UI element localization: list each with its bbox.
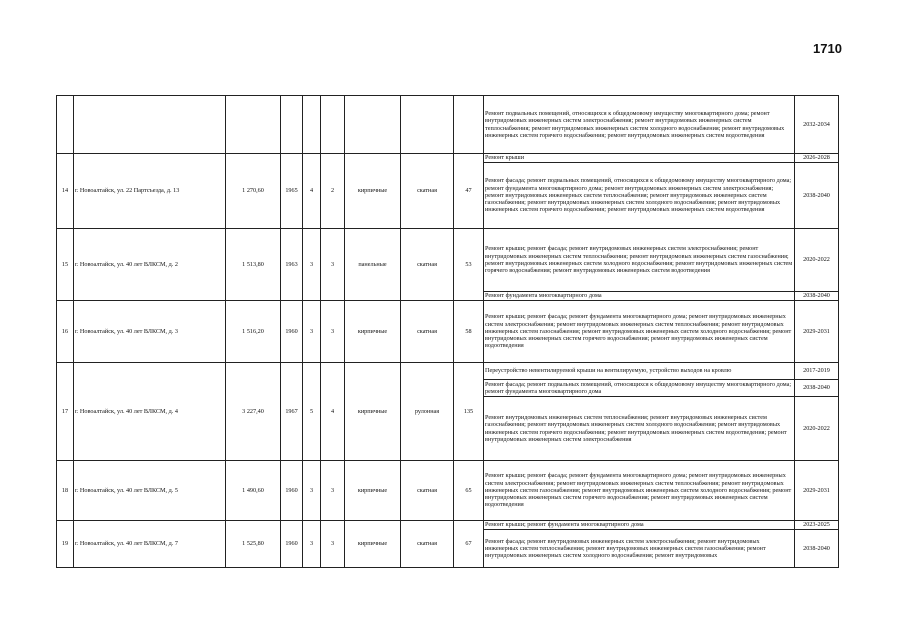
work-description: Ремонт подвальных помещений, относящихся к общедомовому имуществу многоквартирного дома; ремонт внутридомовых инженерных систем электроснабжения; ремонт внутридомовых инженерных систем теплоснабжения; ремонт внутридомовых инженерных систем холодного водоснабжения; ремонт внутридомовых инженерных систем горячего водоснабжения; ремонт внутридомовых инженерных систем водоотведения [484, 96, 795, 154]
entrance-count: 3 [321, 461, 345, 521]
work-period: 2020-2022 [795, 397, 839, 461]
roof-type: рулонная [401, 363, 454, 461]
table-row [57, 301, 839, 363]
work-period: 2038-2040 [795, 380, 839, 397]
work-description: Ремонт крыши [484, 154, 795, 163]
work-description: Ремонт крыши; ремонт фундамента многоквартирного дома [484, 521, 795, 530]
table-row [57, 461, 839, 521]
wall-material: кирпичные [345, 363, 401, 461]
work-description: Ремонт крыши; ремонт фасада; ремонт фундамента многоквартирного дома; ремонт внутридомовых инженерных систем электроснабжения; ремонт внутридомовых инженерных систем теплоснабжения; ремонт внутридомовых инженерных систем газоснабжения; ремонт внутридомовых инженерных систем холодного водоснабжения; ремонт внутридомовых инженерных систем горячего водоснабжения; ремонт внутридомовых инженерных систем водоотведения [484, 461, 795, 521]
apartment-count: 65 [454, 461, 484, 521]
entrance-count: 2 [321, 154, 345, 229]
work-description: Ремонт крыши; ремонт фасада; ремонт фундамента многоквартирного дома; ремонт внутридомовых инженерных систем электроснабжения; ремонт внутридомовых инженерных систем теплоснабжения; ремонт внутридомовых инженерных систем газоснабжения; ремонт внутридомовых инженерных систем холодного водоснабжения; ремонт внутридомовых инженерных систем горячего водоснабжения; ремонт внутридомовых инженерных систем водоотведения [484, 301, 795, 363]
roof-type: скатная [401, 301, 454, 363]
wall-material [345, 96, 401, 154]
work-description: Ремонт фасада; ремонт внутридомовых инженерных систем электроснабжения; ремонт внутридомовых инженерных систем теплоснабжения; ремонт внутридомовых инженерных систем газоснабжения; ремонт внутридомовых инженерных систем холодного водоснабжения; ремонт внутридомовых [484, 530, 795, 568]
total-area [226, 96, 281, 154]
work-description: Ремонт фундамента многоквартирного дома [484, 292, 795, 301]
work-period: 2026-2028 [795, 154, 839, 163]
work-period: 2029-2031 [795, 461, 839, 521]
total-area: 1 270,60 [226, 154, 281, 229]
wall-material: панельные [345, 229, 401, 301]
roof-type: скатная [401, 154, 454, 229]
wall-material: кирпичные [345, 154, 401, 229]
wall-material: кирпичные [345, 301, 401, 363]
total-area: 1 516,20 [226, 301, 281, 363]
work-description: Переустройство невентилируемой крыши на вентилируемую, устройство выходов на кровлю [484, 363, 795, 380]
build-year: 1960 [281, 521, 303, 568]
build-year: 1965 [281, 154, 303, 229]
house-address: г. Новоалтайск, ул. 40 лет ВЛКСМ, д. 3 [74, 301, 226, 363]
repair-schedule-table [56, 95, 839, 568]
apartment-count: 53 [454, 229, 484, 301]
row-number: 18 [57, 461, 74, 521]
house-address: г. Новоалтайск, ул. 40 лет ВЛКСМ, д. 4 [74, 363, 226, 461]
house-address: г. Новоалтайск, ул. 40 лет ВЛКСМ, д. 7 [74, 521, 226, 568]
table-row [57, 154, 839, 163]
entrance-count [321, 96, 345, 154]
work-period: 2038-2040 [795, 292, 839, 301]
apartment-count [454, 96, 484, 154]
work-period: 2038-2040 [795, 163, 839, 229]
floor-count: 5 [303, 363, 321, 461]
floor-count: 3 [303, 229, 321, 301]
work-period: 2023-2025 [795, 521, 839, 530]
row-number: 17 [57, 363, 74, 461]
entrance-count: 4 [321, 363, 345, 461]
entrance-count: 3 [321, 521, 345, 568]
work-description: Ремонт фасада; ремонт подвальных помещений, относящихся к общедомовому имуществу многоквартирного дома; ремонт фундамента многоквартирного дома [484, 380, 795, 397]
work-description: Ремонт внутридомовых инженерных систем теплоснабжения; ремонт внутридомовых инженерных систем газоснабжения; ремонт внутридомовых инженерных систем холодного водоснабжения; ремонт внутридомовых инженерных систем горячего водоснабжения; ремонт внутридомовых инженерных систем водоотведения; ремонт внутридомовых инженерных систем электроснабжения [484, 397, 795, 461]
work-description: Ремонт крыши; ремонт фасада; ремонт внутридомовых инженерных систем электроснабжения; ремонт внутридомовых инженерных систем теплоснабжения; ремонт внутридомовых инженерных систем газоснабжения; ремонт внутридомовых инженерных систем холодного водоснабжения; ремонт внутридомовых инженерных систем горячего водоснабжения; ремонт внутридомовых инженерных систем водоотведения [484, 229, 795, 292]
build-year [281, 96, 303, 154]
house-address: г. Новоалтайск, ул. 22 Партсъезда, д. 13 [74, 154, 226, 229]
entrance-count: 3 [321, 229, 345, 301]
table-row [57, 229, 839, 292]
row-number [57, 96, 74, 154]
total-area: 3 227,40 [226, 363, 281, 461]
work-period: 2032-2034 [795, 96, 839, 154]
work-period: 2020-2022 [795, 229, 839, 292]
floor-count: 3 [303, 301, 321, 363]
work-period: 2038-2040 [795, 530, 839, 568]
apartment-count: 58 [454, 301, 484, 363]
total-area: 1 490,60 [226, 461, 281, 521]
house-address: г. Новоалтайск, ул. 40 лет ВЛКСМ, д. 5 [74, 461, 226, 521]
table-row [57, 521, 839, 530]
build-year: 1967 [281, 363, 303, 461]
wall-material: кирпичные [345, 521, 401, 568]
house-address: г. Новоалтайск, ул. 40 лет ВЛКСМ, д. 2 [74, 229, 226, 301]
build-year: 1960 [281, 461, 303, 521]
entrance-count: 3 [321, 301, 345, 363]
apartment-count: 47 [454, 154, 484, 229]
work-period: 2029-2031 [795, 301, 839, 363]
row-number: 15 [57, 229, 74, 301]
floor-count: 4 [303, 154, 321, 229]
row-number: 14 [57, 154, 74, 229]
apartment-count: 135 [454, 363, 484, 461]
build-year: 1963 [281, 229, 303, 301]
floor-count: 3 [303, 461, 321, 521]
apartment-count: 67 [454, 521, 484, 568]
wall-material: кирпичные [345, 461, 401, 521]
row-number: 16 [57, 301, 74, 363]
floor-count [303, 96, 321, 154]
work-period: 2017-2019 [795, 363, 839, 380]
table-row [57, 96, 839, 154]
row-number: 19 [57, 521, 74, 568]
roof-type: скатная [401, 229, 454, 301]
page-number: 1710 [813, 41, 842, 56]
work-description: Ремонт фасада; ремонт подвальных помещений, относящихся к общедомовому имуществу многоквартирного дома; ремонт фундамента многоквартирного дома; ремонт внутридомовых инженерных систем электроснабжения; ремонт внутридомовых инженерных систем теплоснабжения; ремонт внутридомовых инженерных систем газоснабжения; ремонт внутридомовых инженерных систем холодного водоснабжения; ремонт внутридомовых инженерных систем горячего водоснабжения; ремонт внутридомовых инженерных систем водоотведения [484, 163, 795, 229]
build-year: 1960 [281, 301, 303, 363]
house-address [74, 96, 226, 154]
roof-type: скатная [401, 521, 454, 568]
roof-type: скатная [401, 461, 454, 521]
floor-count: 3 [303, 521, 321, 568]
total-area: 1 513,80 [226, 229, 281, 301]
roof-type [401, 96, 454, 154]
table-row [57, 363, 839, 380]
total-area: 1 525,80 [226, 521, 281, 568]
